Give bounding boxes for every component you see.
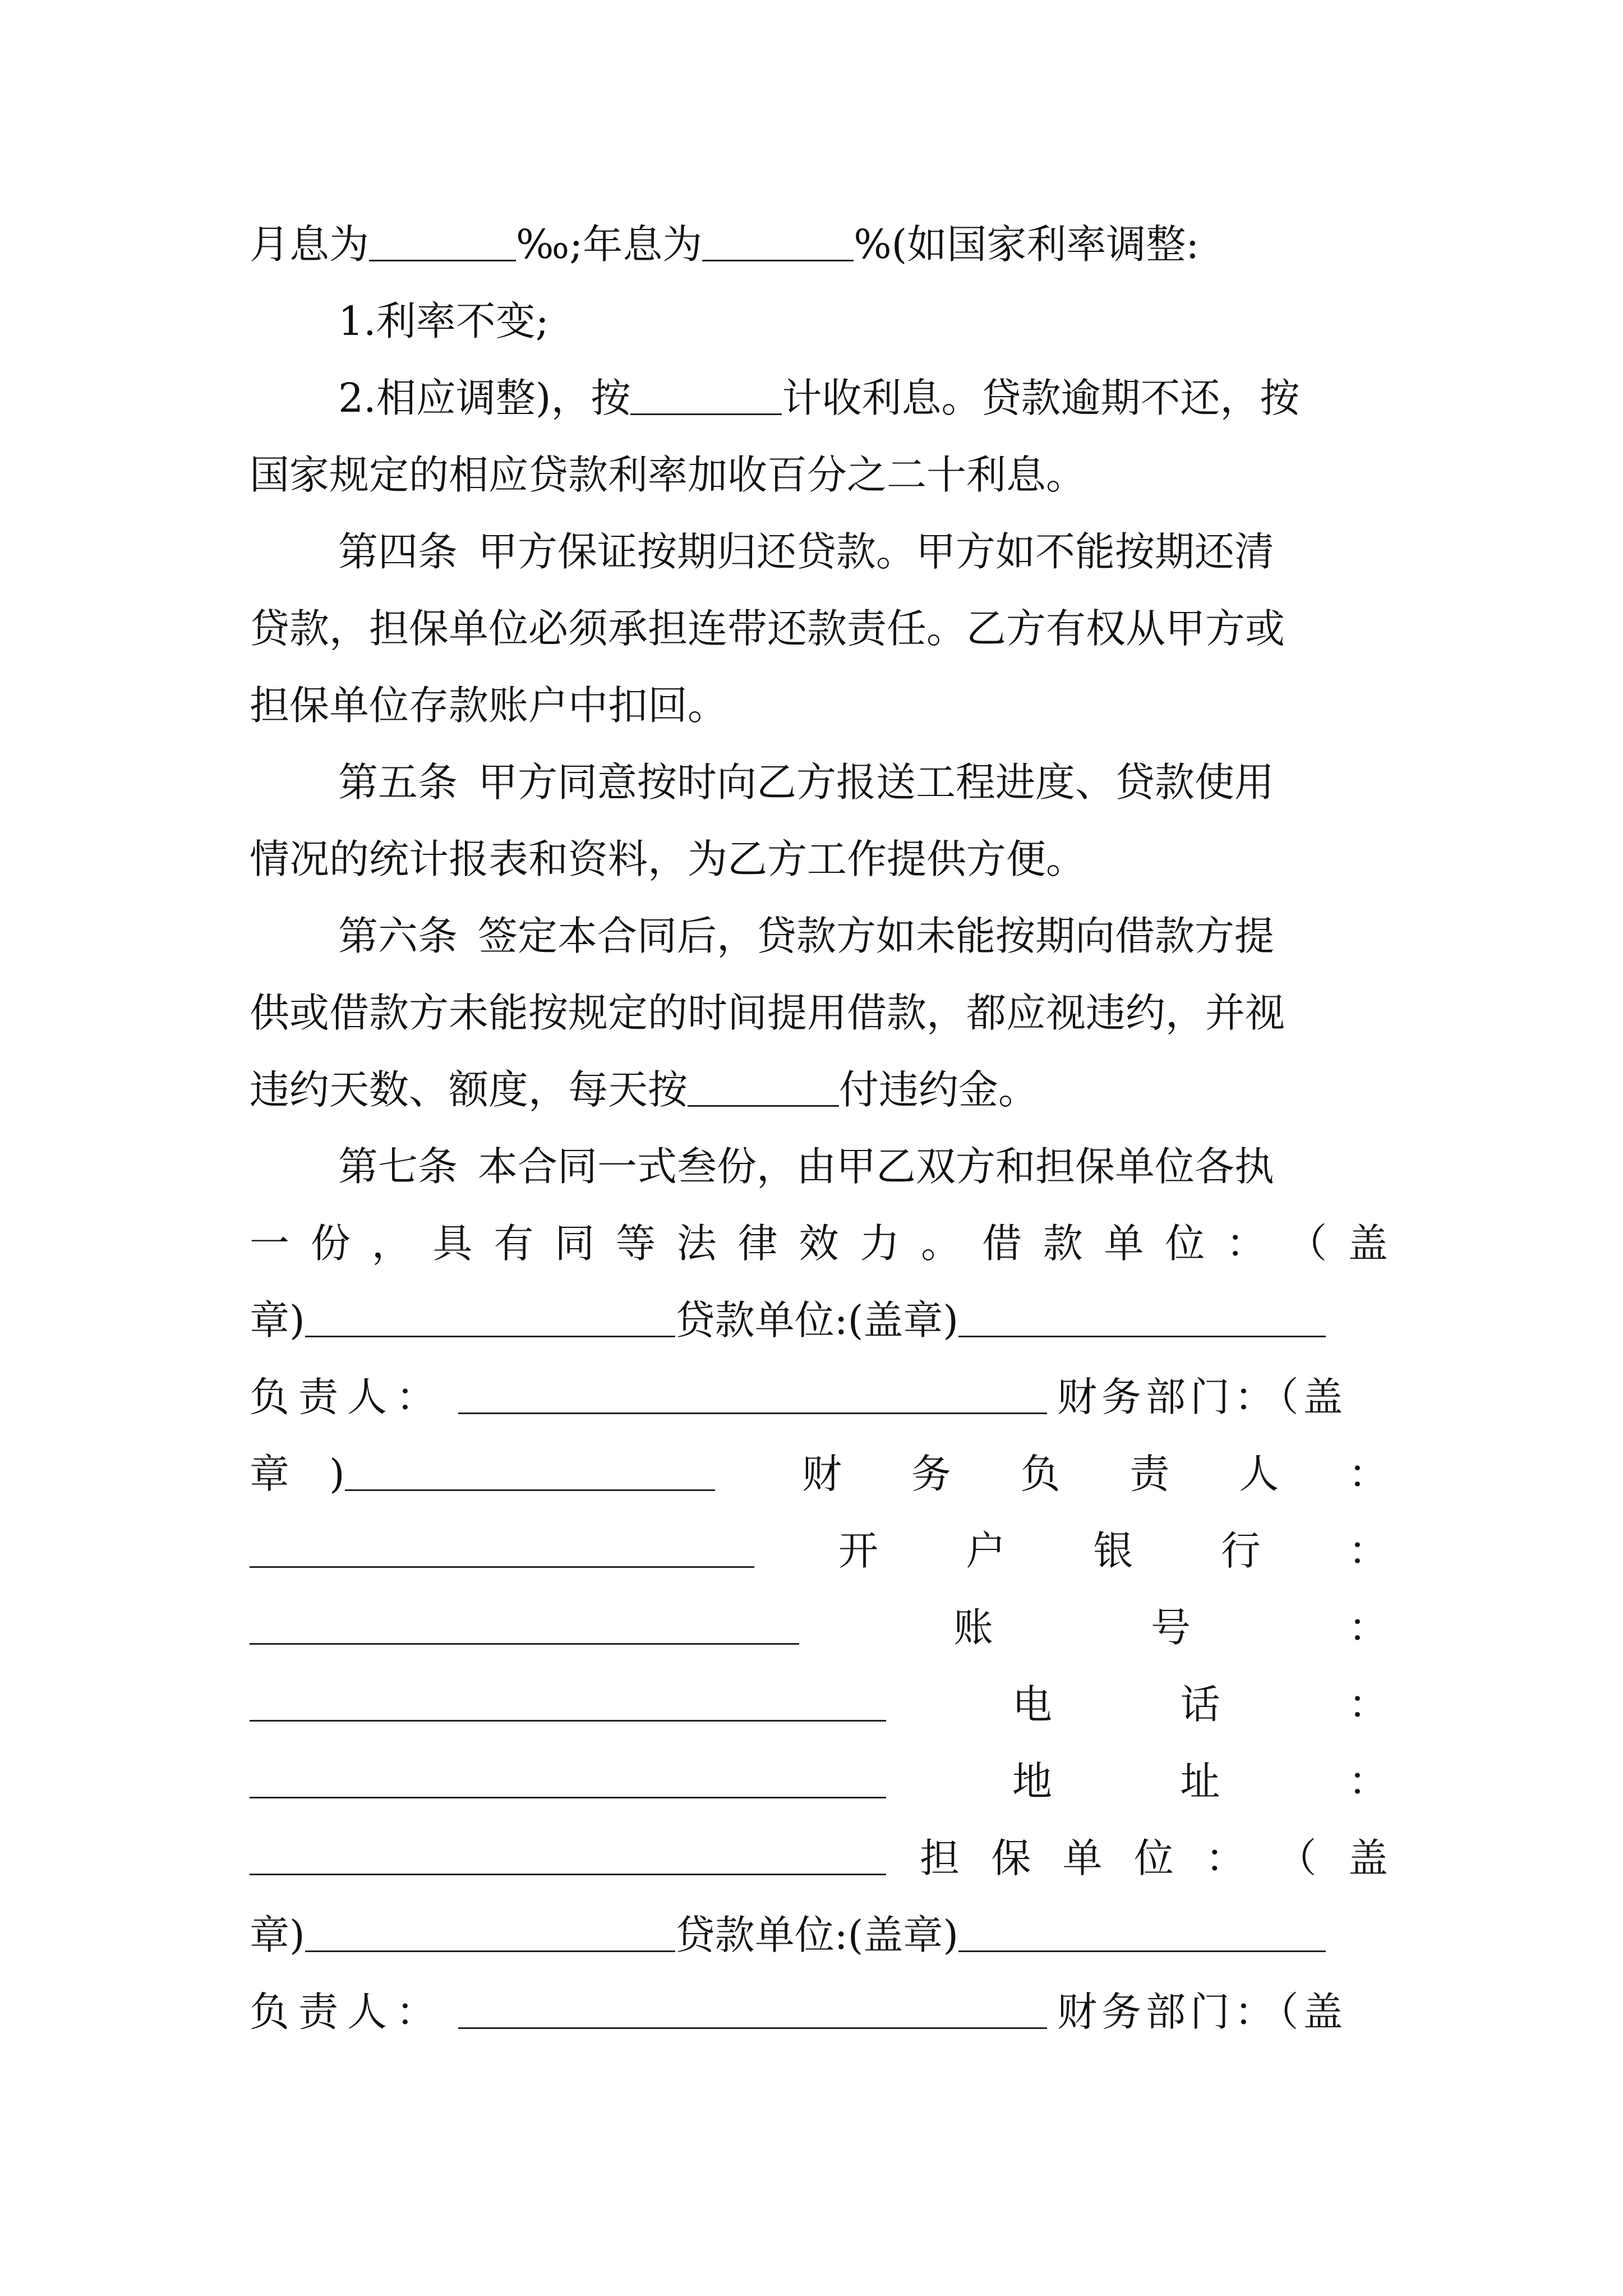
text-segment: ‰;年息为 (516, 221, 703, 268)
text-line (250, 979, 1388, 1047)
char: 担 (920, 1835, 960, 1881)
char: ： (1348, 1451, 1388, 1497)
char: ： (1205, 1835, 1246, 1881)
char: 力 (860, 1220, 900, 1267)
text-segment: 担保单位存款账户中扣回。 (250, 682, 728, 729)
char: ： (1348, 1604, 1388, 1651)
char: 单 (1062, 1835, 1103, 1881)
article-number: 第四条 (338, 528, 458, 575)
text-segment: 章 ) (250, 1451, 345, 1497)
char: 话 (1180, 1681, 1220, 1728)
char: 位 (1133, 1835, 1174, 1881)
char: 律 (737, 1220, 778, 1267)
text-line (250, 211, 1388, 278)
char: 。 (921, 1220, 961, 1267)
text-segment: 财务部门：（盖 (1057, 1989, 1348, 2035)
blank-field-guarantor-seal[interactable] (305, 1911, 675, 1952)
blank-field-penalty-rate[interactable] (688, 1066, 839, 1107)
text-line (250, 595, 1388, 662)
text-line (250, 749, 1388, 816)
article-number: 第六条 (338, 913, 458, 959)
char: 同 (555, 1220, 595, 1267)
text-segment: 供或借款方未能按规定的时间提用借款，都应视违约，并视 (250, 990, 1285, 1036)
article-number: 第五条 (338, 759, 458, 806)
text-segment: 情况的统计报表和资料，为乙方工作提供方便。 (250, 836, 1086, 882)
text-line (250, 672, 1388, 739)
char: 电 (1012, 1681, 1053, 1728)
text-segment: 违约天数、额度，每天按 (250, 1066, 688, 1113)
text-segment: 财务部门：（盖 (1057, 1374, 1348, 1420)
char: 位 (1165, 1220, 1205, 1267)
text-line (250, 1287, 1388, 1354)
blank-field-address[interactable] (250, 1834, 886, 1875)
char: 盖 (1348, 1220, 1388, 1267)
text-line (250, 1671, 1388, 1738)
article-number: 第七条 (338, 1143, 458, 1190)
text-line (250, 1978, 1388, 2046)
char: 负 (1020, 1451, 1061, 1497)
text-line-justified (250, 1210, 1388, 1277)
char: ， (371, 1220, 412, 1267)
blank-field-borrower-seal[interactable] (305, 1296, 675, 1337)
text-segment: 国家规定的相应贷款利率加收百分之二十利息。 (250, 452, 1086, 498)
text-segment: 章) (250, 1297, 305, 1343)
blank-field-responsible-person[interactable] (458, 1373, 1047, 1414)
text-line (250, 1825, 1388, 1892)
text-line (250, 1594, 1388, 1662)
char: 址 (1180, 1758, 1220, 1805)
text-segment: 负责人： (250, 1374, 445, 1420)
char: 法 (676, 1220, 717, 1267)
text-segment: %(如国家利率调整: (854, 221, 1200, 268)
char: 账 (953, 1604, 994, 1651)
char: 户 (966, 1527, 1006, 1574)
text-line (250, 518, 1388, 586)
text-line (250, 903, 1388, 970)
blank-field-phone[interactable] (250, 1757, 886, 1798)
text-segment: 1.利率不变; (338, 298, 549, 344)
char: ： (1348, 1758, 1388, 1805)
char: 保 (991, 1835, 1031, 1881)
text-line (250, 1517, 1388, 1585)
text-segment: 付违约金。 (839, 1066, 1039, 1113)
char: （ (1276, 1835, 1317, 1881)
char: 盖 (1348, 1835, 1388, 1881)
text-line (250, 365, 1388, 432)
text-line (250, 1133, 1388, 1200)
char: 银 (1093, 1527, 1133, 1574)
blank-field-lender-seal[interactable] (958, 1296, 1326, 1337)
text-segment: 甲方保证按期归还贷款。甲方如不能按期还清 (478, 528, 1275, 575)
char: 责 (1129, 1451, 1170, 1497)
blank-field-monthly-rate[interactable] (369, 220, 516, 261)
char: 款 (1043, 1220, 1083, 1267)
text-segment: 贷款单位:(盖章) (675, 1912, 959, 1958)
text-segment: 月息为 (250, 221, 370, 268)
text-line (250, 1056, 1388, 1124)
text-line (250, 1441, 1388, 1508)
char: 借 (981, 1220, 1022, 1267)
char: 效 (799, 1220, 839, 1267)
char: 单 (1104, 1220, 1144, 1267)
char: 财 (802, 1451, 842, 1497)
text-line (250, 826, 1388, 893)
char: 行 (1220, 1527, 1261, 1574)
text-segment: 2.相应调整)，按 (338, 375, 631, 421)
char: 地 (1012, 1758, 1053, 1805)
char: ： (1348, 1527, 1388, 1574)
char: 务 (911, 1451, 951, 1497)
text-segment: 本合同一式叁份，由甲乙双方和担保单位各执 (478, 1143, 1275, 1190)
text-segment: 计收利息。贷款逾期不还，按 (782, 375, 1300, 421)
char: 等 (615, 1220, 656, 1267)
blank-field-interest-basis[interactable] (630, 374, 782, 415)
char: 具 (432, 1220, 473, 1267)
char: ： (1226, 1220, 1266, 1267)
text-line (250, 441, 1388, 509)
char: 一 (250, 1220, 290, 1267)
blank-field-responsible-person-2[interactable] (458, 1988, 1047, 2029)
char: （ (1287, 1220, 1327, 1267)
text-segment: 签定本合同后，贷款方如未能按期向借款方提 (478, 913, 1275, 959)
text-line (250, 288, 1388, 355)
text-line (250, 1364, 1388, 1431)
blank-field-lender-seal-2[interactable] (958, 1911, 1326, 1952)
char: ： (1348, 1681, 1388, 1728)
text-segment: 贷款，担保单位必须承担连带还款责任。乙方有权从甲方或 (250, 605, 1285, 652)
char: 人 (1239, 1451, 1279, 1497)
blank-field-finance-person[interactable] (250, 1527, 754, 1568)
text-segment: 章) (250, 1912, 305, 1958)
char: 号 (1150, 1604, 1191, 1651)
text-line (250, 1902, 1388, 1969)
text-segment: 负责人： (250, 1989, 445, 2035)
blank-field-annual-rate[interactable] (702, 220, 854, 261)
char: 开 (838, 1527, 879, 1574)
text-segment: 贷款单位:(盖章) (675, 1297, 959, 1343)
text-segment: 甲方同意按时向乙方报送工程进度、贷款使用 (478, 759, 1275, 806)
text-line (250, 1748, 1388, 1815)
blank-field-account[interactable] (250, 1681, 886, 1722)
char: 份 (310, 1220, 351, 1267)
char: 有 (494, 1220, 534, 1267)
blank-field-bank[interactable] (250, 1604, 799, 1645)
blank-field-finance-seal[interactable] (345, 1450, 715, 1491)
